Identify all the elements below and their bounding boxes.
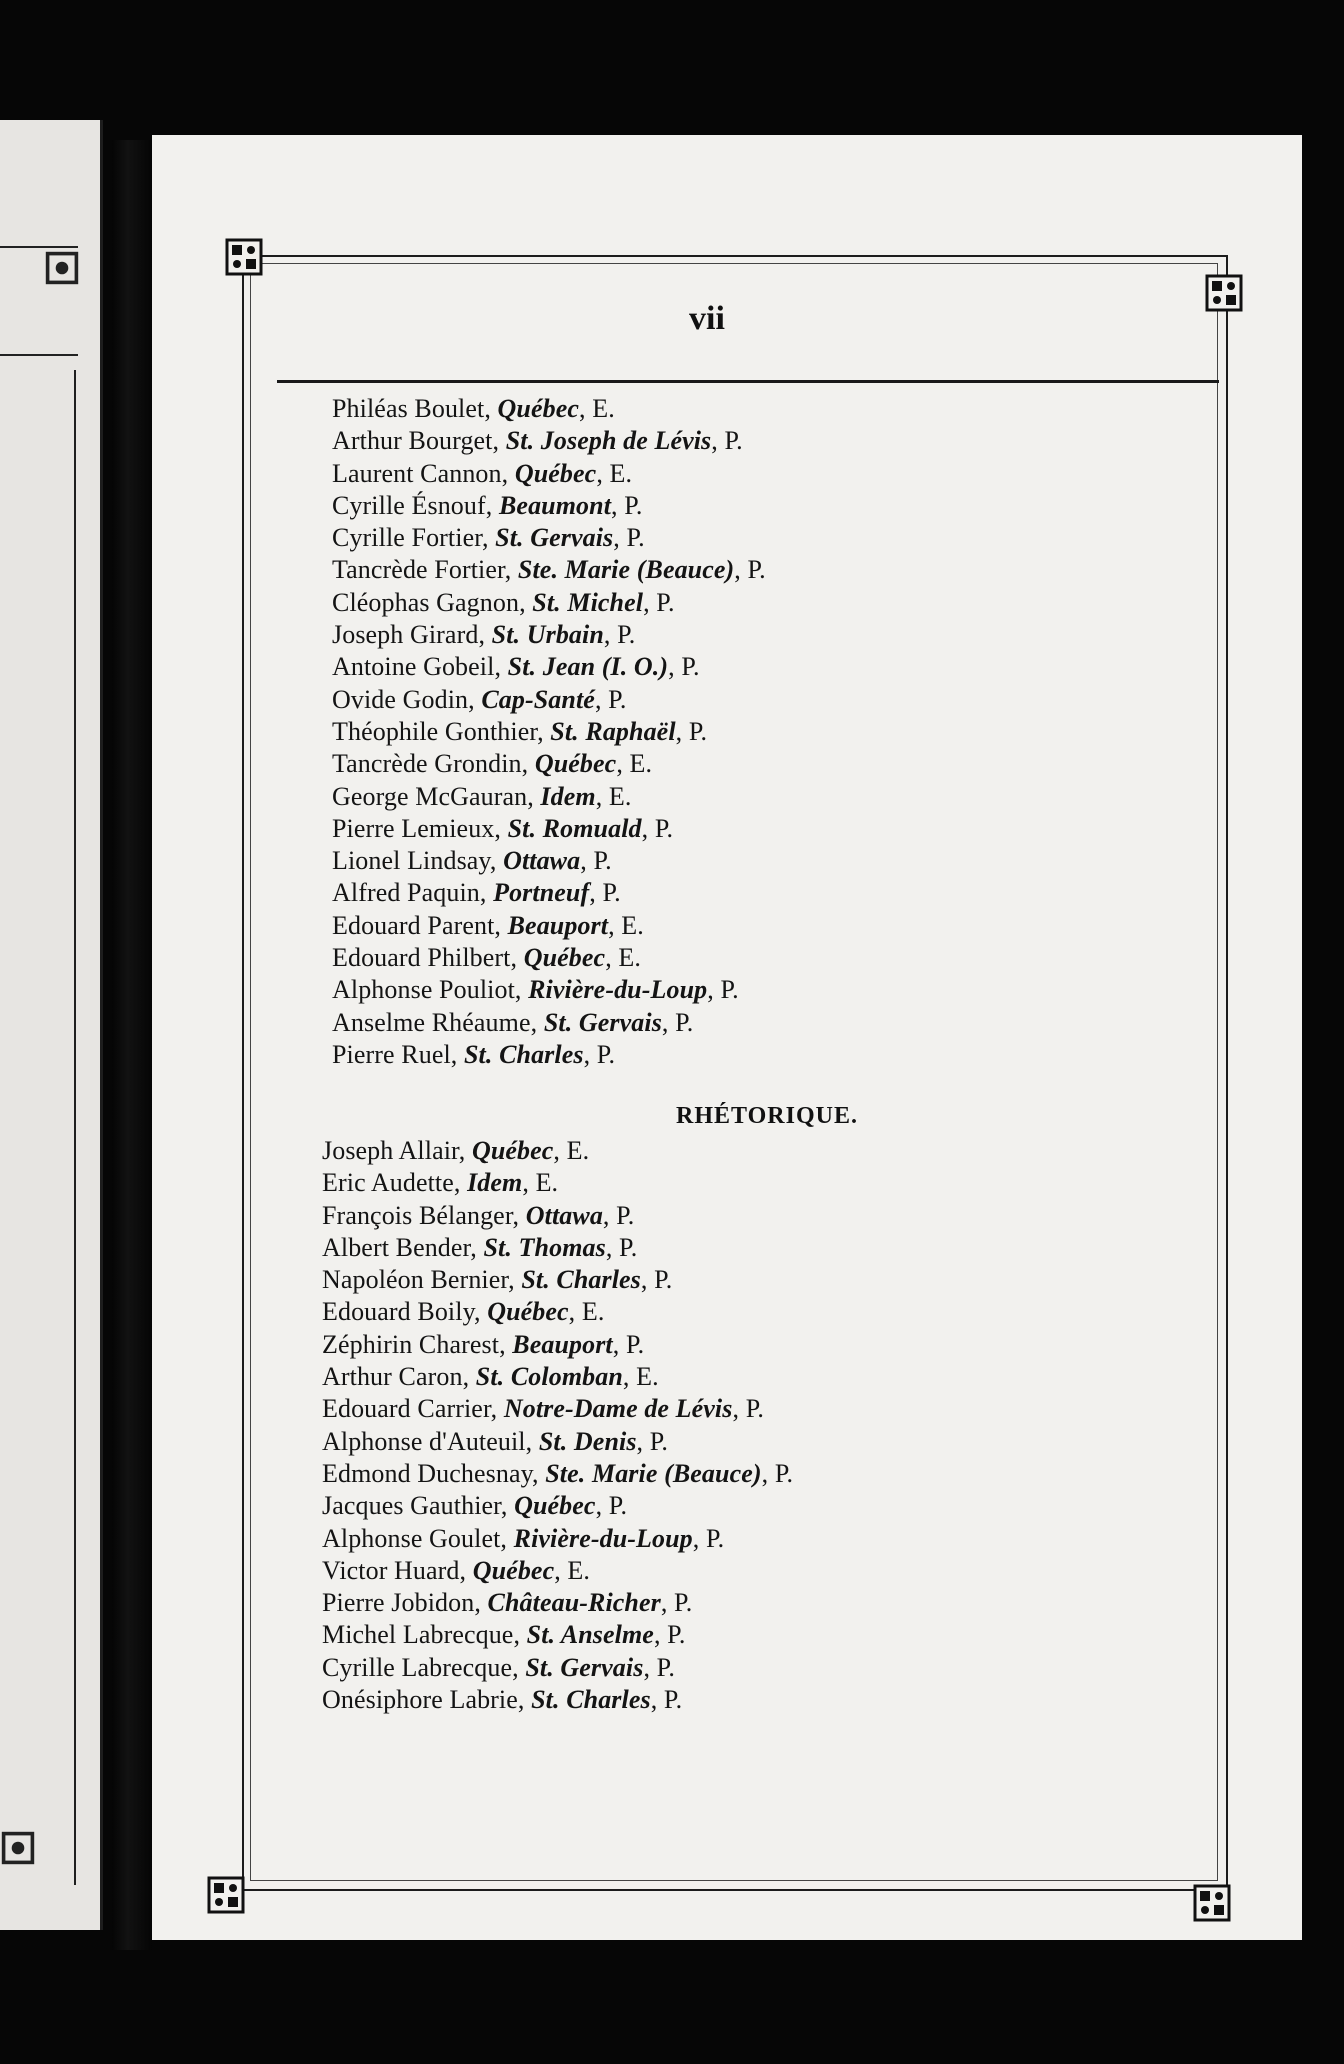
student-status: E. [618,943,641,973]
student-status: E. [581,1297,605,1327]
student-name: Zéphirin Charest [322,1329,500,1359]
student-name: Edmond Duchesnay [322,1458,533,1488]
list-item: Joseph Girard, St. Urbain, P. [332,620,636,650]
list-item: Pierre Ruel, St. Charles, P. [332,1039,616,1069]
student-name: Anselme Rhéaume [332,1007,531,1037]
student-status: P. [745,1394,764,1424]
student-name: Edouard Boily [322,1297,474,1327]
student-name: Alfred Paquin [332,878,480,908]
student-status: E. [535,1168,559,1198]
student-place: Portneuf [493,878,590,908]
student-name: Albert Bender [322,1232,471,1262]
list-item: Pierre Jobidon, Château-Richer, P. [322,1588,693,1618]
student-name: Philéas Boulet [332,394,485,423]
corner-ornament-icon [206,1875,246,1915]
list-item: Alphonse d'Auteuil, St. Denis, P. [322,1426,669,1456]
list-item: Cléophas Gagnon, St. Michel, P. [332,587,675,617]
student-place: Rivière-du-Loup [513,1523,693,1553]
student-status: P. [625,1329,645,1359]
student-place: Québec [534,749,617,779]
student-place: St. Romuald [507,813,642,843]
student-status: P. [705,1523,725,1553]
student-name: Eric Audette [322,1168,454,1198]
list-item: Théophile Gonthier, St. Raphaël, P. [332,716,708,746]
list-item: Tancrède Fortier, Ste. Marie (Beauce), P. [332,555,766,585]
student-name: Michel Labrecque [322,1620,514,1650]
list-item: Pierre Lemieux, St. Romuald, P. [332,813,674,843]
student-name: Alphonse d'Auteuil [322,1426,526,1456]
left-corner-ornament-icon [0,1830,36,1866]
student-name: Cyrille Fortier [332,523,482,553]
student-place: Québec [487,1297,569,1327]
list-item: Edouard Carrier, Notre-Dame de Lévis, P. [322,1394,764,1424]
student-name: Antoine Gobeil [332,652,495,682]
student-place: Québec [514,1491,596,1521]
student-status: P. [608,1491,628,1521]
student-place: Québec [471,1136,554,1165]
student-list-rhetorique [322,1135,1182,1716]
student-name: Arthur Bourget [332,426,493,456]
list-item: Albert Bender, St. Thomas, P. [322,1232,638,1262]
student-place: Québec [523,943,606,973]
student-name: Tancrède Fortier [332,555,505,585]
student-place: Québec [472,1555,555,1585]
left-page-border [74,370,76,1885]
list-item: Tancrède Grondin, Québec, E. [332,749,653,779]
student-name: Laurent Cannon [332,458,502,488]
student-name: George McGauran [332,781,528,811]
student-status: P. [619,1232,638,1262]
student-place: St. Jean (I. O.) [507,652,669,682]
list-item: Edmond Duchesnay, Ste. Marie (Beauce), P. [322,1458,794,1488]
student-status: P. [596,1039,616,1069]
list-item: Lionel Lindsay, Ottawa, P. [332,846,612,876]
student-name: Cyrille Labrecque [322,1652,513,1682]
student-name: Théophile Gonthier [332,716,538,746]
student-place: St. Gervais [543,1007,662,1037]
student-status: E. [592,394,615,423]
student-place: St. Gervais [495,523,614,553]
student-status: P. [654,813,674,843]
student-status: E. [629,749,653,779]
student-name: Alphonse Goulet [322,1523,501,1553]
student-status: P. [654,1265,673,1295]
list-item: Cyrille Ésnouf, Beaumont, P. [332,490,643,520]
list-item: Anselme Rhéaume, St. Gervais, P. [332,1007,694,1037]
student-status: E. [566,1136,590,1165]
list-item: Arthur Caron, St. Colomban, E. [322,1362,659,1392]
student-status: P. [656,1652,675,1682]
student-name: Arthur Caron [322,1362,463,1392]
student-place: Idem [467,1168,523,1198]
student-status: P. [663,1685,683,1715]
student-place: Rivière-du-Loup [528,975,708,1005]
student-place: Idem [540,781,596,811]
student-place: St. Anselme [526,1620,654,1650]
student-status: P. [720,975,739,1005]
list-item: Cyrille Fortier, St. Gervais, P. [332,523,645,553]
list-item: Napoléon Bernier, St. Charles, P. [322,1265,673,1295]
student-name: Ovide Godin [332,684,469,714]
student-status: P. [649,1426,669,1456]
student-place: St. Thomas [483,1232,606,1262]
header-rule [277,380,1219,383]
student-list [332,393,1192,1071]
list-item: Edouard Parent, Beauport, E. [332,910,644,940]
student-place: Ste. Marie (Beauce) [545,1458,762,1488]
left-page-top-rule [0,246,78,248]
student-status: P. [747,555,766,585]
left-corner-ornament-icon [44,250,80,286]
student-place: Cap-Santé [481,684,595,714]
student-place: Ottawa [525,1200,603,1230]
student-name: Napoléon Bernier [322,1265,509,1295]
list-item: Arthur Bourget, St. Joseph de Lévis, P. [332,426,743,456]
student-place: Ste. Marie (Beauce) [517,555,735,585]
student-status: P. [688,716,708,746]
student-name: Pierre Jobidon [322,1588,475,1618]
student-status: P. [593,846,612,876]
book-page [152,135,1302,1940]
list-item: Laurent Cannon, Québec, E. [332,458,633,488]
corner-ornament-icon [1192,1883,1232,1923]
student-status: P. [602,878,621,908]
student-place: Château-Richer [487,1588,661,1618]
left-page-head-rule [0,354,78,356]
student-name: Edouard Philbert [332,943,511,973]
book-gutter [112,140,152,1950]
section-heading: RHÉTORIQUE. [676,1103,858,1129]
student-status: E. [567,1555,591,1585]
student-name: François Bélanger [322,1200,513,1230]
student-status: P. [674,1588,693,1618]
list-item: Victor Huard, Québec, E. [322,1555,591,1585]
student-place: Québec [514,458,597,488]
list-item: Cyrille Labrecque, St. Gervais, P. [322,1652,675,1682]
student-name: Edouard Carrier [322,1394,491,1424]
student-name: Cléophas Gagnon [332,587,520,617]
list-item: Philéas Boulet, Québec, E. [332,394,615,423]
student-status: P. [616,1200,635,1230]
student-status: P. [724,426,743,456]
student-status: P. [667,1620,686,1650]
list-item: Eric Audette, Idem, E. [322,1168,559,1198]
student-place: St. Charles [531,1685,651,1715]
list-item: Alphonse Goulet, Rivière-du-Loup, P. [322,1523,725,1553]
student-name: Lionel Lindsay [332,846,490,876]
student-name: Joseph Girard [332,620,479,650]
student-status: E. [609,458,633,488]
list-item: Edouard Boily, Québec, E. [322,1297,605,1327]
student-place: St. Raphaël [550,716,676,746]
list-item: François Bélanger, Ottawa, P. [322,1200,635,1230]
list-item: Jacques Gauthier, Québec, P. [322,1491,628,1521]
list-item: Antoine Gobeil, St. Jean (I. O.), P. [332,652,700,682]
list-item: Michel Labrecque, St. Anselme, P. [322,1620,686,1650]
student-place: St. Urbain [491,620,604,650]
student-place: St. Colomban [475,1362,623,1392]
student-place: Québec [497,394,580,423]
student-name: Pierre Lemieux [332,813,495,843]
student-status: P. [624,490,643,520]
list-item: George McGauran, Idem, E. [332,781,632,811]
list-item: Onésiphore Labrie, St. Charles, P. [322,1685,683,1715]
list-item: Joseph Allair, Québec, E. [322,1136,590,1165]
student-name: Jacques Gauthier [322,1491,501,1521]
list-item: Ovide Godin, Cap-Santé, P. [332,684,627,714]
student-status: E. [636,1362,659,1392]
student-name: Joseph Allair [322,1136,459,1165]
student-name: Victor Huard [322,1555,460,1585]
student-name: Tancrède Grondin [332,749,522,779]
student-status: P. [675,1007,694,1037]
student-place: Beaumont [498,490,612,520]
student-status: P. [681,652,700,682]
student-name: Pierre Ruel [332,1039,451,1069]
previous-page-edge [0,120,103,1930]
student-place: St. Michel [532,587,644,617]
corner-ornament-icon [224,237,264,277]
student-place: St. Charles [464,1039,584,1069]
list-item: Edouard Philbert, Québec, E. [332,943,641,973]
student-status: P. [626,523,645,553]
student-place: St. Charles [521,1265,641,1295]
student-place: Notre-Dame de Lévis [503,1394,733,1424]
student-place: St. Denis [538,1426,637,1456]
list-item: Zéphirin Charest, Beauport, P. [322,1329,645,1359]
student-name: Onésiphore Labrie [322,1685,518,1715]
list-item: Alfred Paquin, Portneuf, P. [332,878,621,908]
student-status: E. [608,781,632,811]
student-status: P. [656,587,675,617]
student-place: St. Joseph de Lévis [505,426,712,456]
student-name: Cyrille Ésnouf [332,490,486,520]
student-place: Beauport [507,910,609,940]
page-number: vii [689,300,725,337]
student-status: P. [617,620,636,650]
student-status: P. [608,684,627,714]
student-status: P. [774,1458,794,1488]
student-name: Alphonse Pouliot [332,975,515,1005]
student-place: St. Gervais [525,1652,644,1682]
list-item: Alphonse Pouliot, Rivière-du-Loup, P. [332,975,739,1005]
student-place: Ottawa [503,846,581,876]
student-status: E. [621,910,644,940]
student-place: Beauport [512,1329,613,1359]
student-name: Edouard Parent [332,910,495,940]
